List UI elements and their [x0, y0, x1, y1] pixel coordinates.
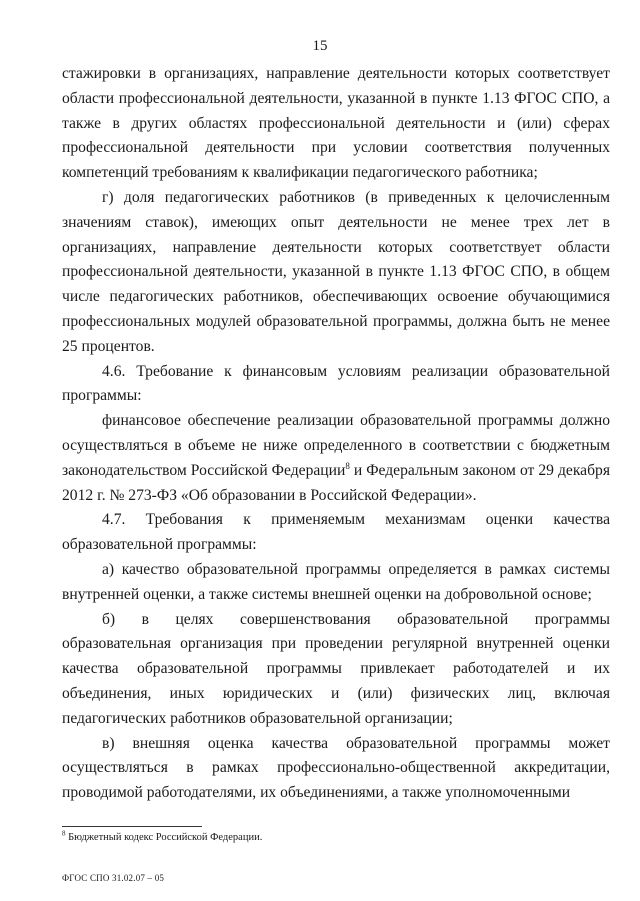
paragraph-text: и Федеральным законом от 29 декабря 2012 г. № 273-ФЗ «Об образовании в Российской Федерации».	[62, 461, 610, 504]
footnote-divider	[62, 826, 202, 827]
paragraph-with-footnote	[62, 409, 610, 508]
paragraph: а) качество образовательной программы определяется в рамках системы внутренней оценки, а также системы внешней оценки на добровольной основе;	[62, 560, 610, 603]
page-number: 15	[312, 38, 328, 54]
footnote	[62, 831, 610, 845]
footnote-mark: 8	[62, 829, 66, 838]
document-body	[62, 62, 610, 806]
paragraph: г) доля педагогических работников (в приведенных к целочисленным значениям ставок), имеющих опыт деятельности не менее трех лет в организациях, направление деятельности которых соответствует области профессиональной деятельности, указанной в пункте 1.13 ФГОС СПО, в общем числе педагогических работников, обеспечивающих освоение обучающимися профессиональных модулей образовательной программы, должна быть не менее 25 процентов.	[62, 188, 610, 355]
footnote-reference[interactable]: 8	[345, 460, 350, 471]
paragraph: в) внешняя оценка качества образовательной программы может осуществляться в рамках профессионально-общественной аккредитации, проводимой работодателями, их объединениями, а также уполномоченными	[62, 734, 610, 802]
section-heading-4-7: 4.7. Требования к применяемым механизмам оценки качества образовательной программы:	[62, 511, 610, 554]
paragraph-text: финансовое обеспечение реализации образовательной программы должно осуществляться в объеме не ниже определенного в соответствии с бюджетным законодательством Российской Федерации	[62, 412, 610, 479]
paragraph: стажировки в организациях, направление деятельности которых соответствует области профессиональной деятельности, указанной в пункте 1.13 ФГОС СПО, а также в других областях профессиональной деятельности и (или) сферах профессиональной деятельности при условии соответствия полученных компетенций требованиям к квалификации педагогического работника;	[62, 65, 610, 182]
footnote-text: Бюджетный кодекс Российской Федерации.	[65, 832, 263, 843]
section-heading-4-6: 4.6. Требование к финансовым условиям реализации образовательной программы:	[62, 362, 610, 405]
document-code: ФГОС СПО 31.02.07 – 05	[62, 873, 165, 883]
paragraph: б) в целях совершенствования образовательной программы образовательная организация при проведении регулярной внутренней оценки качества образовательной программы привлекает работодателей и их объединения, иных юридических и (или) физических лиц, включая педагогических работников образовательной организации;	[62, 610, 610, 727]
